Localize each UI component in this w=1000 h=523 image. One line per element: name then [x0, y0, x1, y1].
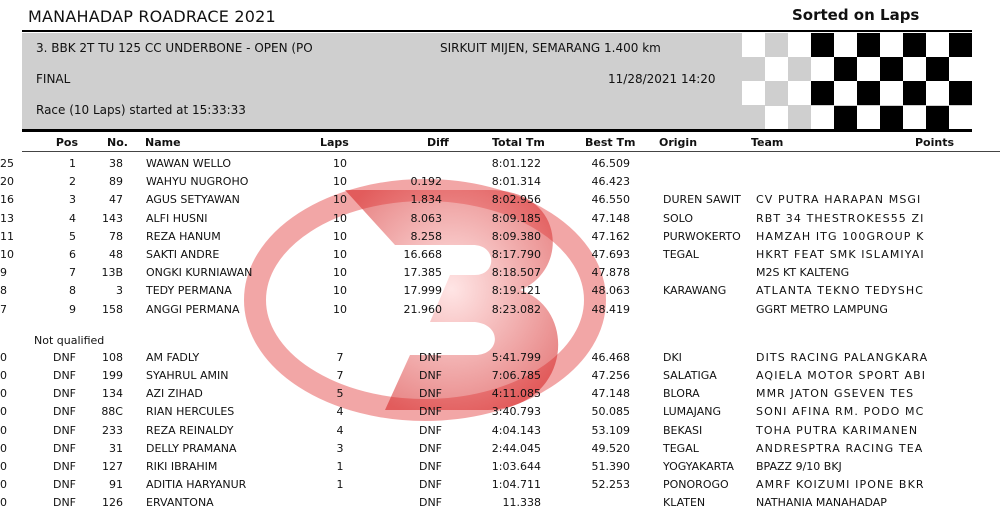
cell-best: 46.550	[591, 193, 630, 207]
cell-pos: 7	[69, 266, 76, 280]
cell-points: 13	[0, 211, 14, 225]
col-pos: Pos	[55, 136, 78, 149]
cell-best: 47.162	[591, 229, 630, 243]
cell-name: RIAN HERCULES	[146, 405, 235, 419]
classified-rows	[0, 155, 1000, 319]
cell-team: ANDRESPTRA RACING TEA	[756, 441, 924, 455]
checker-square	[857, 81, 880, 105]
cell-total: 8:18.507	[491, 266, 541, 280]
result-row	[0, 422, 1000, 440]
column-headers	[0, 136, 1000, 152]
cell-team: DITS RACING PALANGKARA	[756, 350, 929, 364]
checker-square	[949, 57, 972, 81]
cell-laps: 5	[336, 387, 344, 401]
cell-laps: 10	[333, 157, 347, 170]
class-name: 3. BBK 2T TU 125 CC UNDERBONE - OPEN (PO	[36, 41, 313, 55]
checker-square	[949, 33, 972, 57]
cell-name: ALFI HUSNI	[146, 211, 208, 225]
circuit-name: SIRKUIT MIJEN, SEMARANG 1.400 km	[440, 41, 661, 55]
cell-origin: SALATIGA	[663, 369, 717, 383]
col-name: Name	[145, 136, 181, 149]
checker-square	[765, 106, 788, 130]
checker-square	[811, 81, 834, 105]
cell-origin: KLATEN	[663, 496, 706, 510]
cell-name: RIKI IBRAHIM	[146, 460, 218, 473]
cell-diff: 0.192	[410, 175, 442, 189]
checker-square	[811, 106, 834, 130]
cell-team: SONI AFINA RM. PODO MC	[756, 405, 925, 419]
col-diff: Diff	[427, 136, 449, 149]
cell-best: 49.520	[591, 441, 630, 455]
checker-square	[880, 81, 903, 105]
cell-pos: DNF	[52, 387, 76, 401]
cell-best: 51.390	[591, 460, 630, 473]
cell-diff: DNF	[418, 350, 442, 364]
race-datetime: 11/28/2021 14:20	[608, 72, 716, 86]
checker-square	[880, 33, 903, 57]
cell-total: 8:01.122	[491, 157, 541, 170]
cell-team: AMRF KOIZUMI IPONE BKR	[756, 478, 925, 492]
cell-no: 108	[102, 350, 123, 364]
cell-pos: 9	[69, 302, 76, 316]
result-row	[0, 173, 1000, 191]
header-divider	[22, 129, 972, 132]
cell-total: 8:09.380	[491, 229, 541, 243]
cell-points: 7	[0, 302, 7, 316]
cell-points: 25	[0, 157, 14, 170]
cell-team: GGRT METRO LAMPUNG	[756, 302, 888, 316]
checker-square	[949, 81, 972, 105]
sort-label: Sorted on Laps	[792, 6, 920, 24]
cell-origin: BLORA	[663, 387, 700, 401]
result-row	[0, 228, 1000, 246]
cell-name: SAKTI ANDRE	[146, 247, 220, 261]
cell-total: 3:40.793	[491, 405, 541, 419]
cell-best: 46.509	[591, 157, 630, 170]
cell-no: 88C	[101, 405, 123, 419]
cell-total: 8:09.185	[491, 211, 541, 225]
col-team: Team	[751, 136, 784, 149]
cell-total: 4:04.143	[491, 423, 541, 437]
checker-square	[926, 106, 949, 130]
cell-diff: DNF	[418, 460, 442, 473]
cell-team: MMR JATON GSEVEN TES	[756, 387, 915, 401]
cell-origin: TEGAL	[663, 441, 699, 455]
cell-name: AM FADLY	[146, 350, 200, 364]
checker-square	[880, 57, 903, 81]
checker-square	[857, 106, 880, 130]
cell-name: AZI ZIHAD	[146, 387, 203, 401]
cell-pos: DNF	[52, 460, 76, 473]
cell-name: REZA HANUM	[146, 229, 221, 243]
cell-team: TOHA PUTRA KARIMANEN	[756, 423, 919, 437]
cell-name: DELLY PRAMANA	[146, 441, 237, 455]
checker-square	[765, 57, 788, 81]
cell-points: 8	[0, 284, 7, 298]
cell-name: WAHYU NUGROHO	[146, 175, 249, 189]
cell-total: 1:03.644	[491, 460, 541, 473]
checker-square	[903, 33, 926, 57]
checker-square	[834, 106, 857, 130]
not-qualified-heading	[0, 331, 1000, 349]
result-row	[0, 367, 1000, 385]
cell-origin: BEKASI	[663, 423, 703, 437]
checker-square	[834, 33, 857, 57]
cell-points: 0	[0, 478, 7, 492]
cell-no: 199	[102, 369, 123, 383]
cell-diff: DNF	[418, 387, 442, 401]
cell-diff: 8.063	[410, 211, 442, 225]
cell-origin: TEGAL	[663, 247, 699, 261]
cell-name: AGUS SETYAWAN	[146, 193, 240, 207]
cell-points: 0	[0, 423, 7, 437]
cell-total: 1:04.711	[491, 478, 541, 492]
cell-points: 0	[0, 350, 7, 364]
result-row	[0, 403, 1000, 421]
cell-laps: 10	[333, 266, 347, 280]
checker-square	[949, 106, 972, 130]
cell-team: CV PUTRA HARAPAN MSGI	[756, 193, 922, 207]
checker-square	[903, 57, 926, 81]
cell-pos: DNF	[52, 496, 76, 510]
result-row	[0, 476, 1000, 494]
cell-team: HAMZAH ITG 100GROUP K	[756, 229, 925, 243]
checker-square	[926, 33, 949, 57]
cell-diff: 17.999	[403, 284, 442, 298]
cell-best: 46.468	[591, 350, 630, 364]
cell-origin: SOLO	[663, 211, 694, 225]
cell-laps: 10	[333, 302, 347, 316]
cell-no: 233	[102, 423, 123, 437]
cell-laps: 1	[336, 460, 344, 473]
race-info: Race (10 Laps) started at 15:33:33	[36, 103, 246, 117]
cell-total: 7:06.785	[491, 369, 541, 383]
result-row	[0, 210, 1000, 228]
cell-laps: 10	[333, 193, 347, 207]
checker-square	[834, 81, 857, 105]
cell-team: ATLANTA TEKNO TEDYSHC	[756, 284, 924, 298]
cell-pos: DNF	[52, 441, 76, 455]
cell-laps: 1	[336, 478, 344, 492]
cell-name: REZA REINALDY	[146, 423, 234, 437]
checker-square	[880, 106, 903, 130]
checker-square	[926, 81, 949, 105]
checker-square	[788, 106, 811, 130]
cell-pos: 1	[69, 157, 76, 170]
cell-points: 0	[0, 460, 7, 473]
cell-pos: 3	[69, 193, 76, 207]
cell-pos: DNF	[52, 369, 76, 383]
cell-points: 9	[0, 266, 7, 280]
cell-best: 48.419	[591, 302, 630, 316]
checker-square	[834, 57, 857, 81]
cell-no: 3	[116, 284, 123, 298]
cell-pos: 2	[69, 175, 76, 189]
cell-points: 0	[0, 405, 7, 419]
cell-best: 47.148	[591, 387, 630, 401]
cell-best: 53.109	[591, 423, 630, 437]
cell-no: 143	[102, 211, 123, 225]
cell-diff: 21.960	[403, 302, 442, 316]
results-table	[0, 155, 1000, 513]
cell-diff: DNF	[418, 496, 442, 510]
checker-square	[926, 57, 949, 81]
cell-diff: DNF	[418, 441, 442, 455]
top-divider	[22, 30, 972, 32]
checker-square	[788, 57, 811, 81]
cell-no: 13B	[101, 266, 123, 280]
race-header	[22, 33, 972, 129]
cell-pos: 4	[69, 211, 76, 225]
cell-total: 8:02.956	[491, 193, 541, 207]
cell-laps: 10	[333, 284, 347, 298]
cell-no: 158	[102, 302, 123, 316]
cell-origin: KARAWANG	[663, 284, 727, 298]
cell-pos: DNF	[52, 350, 76, 364]
checker-square	[742, 33, 765, 57]
cell-no: 127	[102, 460, 123, 473]
cell-name: ONGKI KURNIAWAN	[146, 266, 253, 280]
result-row	[0, 155, 1000, 173]
cell-no: 78	[109, 229, 123, 243]
result-row	[0, 458, 1000, 476]
cell-no: 31	[109, 441, 123, 455]
cell-diff: DNF	[418, 405, 442, 419]
cell-points: 0	[0, 441, 7, 455]
cell-points: 20	[0, 175, 14, 189]
cell-origin: PURWOKERTO	[663, 229, 741, 243]
checker-square	[857, 57, 880, 81]
cell-diff: 8.258	[410, 229, 442, 243]
checker-square	[742, 57, 765, 81]
cell-laps: 10	[333, 229, 347, 243]
cell-no: 47	[109, 193, 123, 207]
cell-points: 0	[0, 496, 7, 510]
cell-points: 11	[0, 229, 14, 243]
checker-square	[811, 33, 834, 57]
checker-square	[903, 81, 926, 105]
cell-laps: 7	[336, 369, 344, 383]
col-origin: Origin	[659, 136, 698, 149]
cell-origin: YOGYAKARTA	[663, 460, 734, 473]
result-row	[0, 349, 1000, 367]
cell-no: 89	[109, 175, 123, 189]
cell-best: 48.063	[591, 284, 630, 298]
cell-pos: 6	[69, 247, 76, 261]
cell-best: 47.693	[591, 247, 630, 261]
checker-square	[742, 106, 765, 130]
cell-name: WAWAN WELLO	[146, 157, 232, 170]
cell-total: 11.338	[502, 496, 541, 510]
cell-diff: DNF	[418, 369, 442, 383]
cell-pos: DNF	[52, 405, 76, 419]
cell-laps: 10	[333, 211, 347, 225]
cell-best: 50.085	[591, 405, 630, 419]
cell-diff: 16.668	[403, 247, 442, 261]
cell-laps: 10	[333, 247, 347, 261]
cell-no: 48	[109, 247, 123, 261]
cell-name: SYAHRUL AMIN	[146, 369, 229, 383]
checker-square	[742, 81, 765, 105]
cell-diff: DNF	[418, 423, 442, 437]
cell-points: 0	[0, 387, 7, 401]
cell-total: 4:11.085	[491, 387, 541, 401]
cell-diff: 1.834	[410, 193, 442, 207]
cell-total: 8:01.314	[491, 175, 541, 189]
not-qualified-label: Not qualified	[34, 333, 105, 347]
cell-name: ANGGI PERMANA	[146, 302, 240, 316]
checker-square	[811, 57, 834, 81]
cell-total: 8:19.121	[491, 284, 541, 298]
cell-best: 52.253	[591, 478, 630, 492]
cell-pos: DNF	[52, 478, 76, 492]
cell-total: 5:41.799	[491, 350, 541, 364]
cell-total: 8:17.790	[491, 247, 541, 261]
result-row	[0, 264, 1000, 282]
cell-name: ADITIA HARYANUR	[146, 478, 247, 492]
cell-points: 16	[0, 193, 14, 207]
cell-no: 134	[102, 387, 123, 401]
cell-best: 47.148	[591, 211, 630, 225]
cell-no: 91	[109, 478, 123, 492]
cell-no: 126	[102, 496, 123, 510]
cell-pos: 5	[69, 229, 76, 243]
col-total: Total Tm	[492, 136, 545, 149]
cell-total: 2:44.045	[491, 441, 541, 455]
cell-origin: PONOROGO	[663, 478, 729, 492]
col-no: No.	[107, 136, 128, 149]
cell-no: 38	[109, 157, 123, 170]
cell-best: 47.878	[591, 266, 630, 280]
checker-square	[903, 106, 926, 130]
cell-laps: 7	[336, 350, 344, 364]
cell-team: RBT 34 THESTROKES55 ZI	[756, 211, 925, 225]
cell-points: 0	[0, 369, 7, 383]
cell-name: TEDY PERMANA	[146, 284, 232, 298]
cell-pos: DNF	[52, 423, 76, 437]
cell-pos: 8	[69, 284, 76, 298]
cell-total: 8:23.082	[491, 302, 541, 316]
checker-square	[765, 33, 788, 57]
session-name: FINAL	[36, 72, 71, 86]
cell-best: 47.256	[591, 369, 630, 383]
cell-diff: 17.385	[403, 266, 442, 280]
checker-square	[857, 33, 880, 57]
cell-laps: 10	[333, 175, 347, 189]
cell-laps: 3	[336, 441, 344, 455]
result-row	[0, 440, 1000, 458]
cell-team: AQIELA MOTOR SPORT ABI	[756, 369, 927, 383]
cell-origin: DUREN SAWIT	[663, 193, 741, 207]
cell-team: M2S KT KALTENG	[756, 266, 850, 280]
result-row	[0, 385, 1000, 403]
cell-team: NATHANIA MANAHADAP	[756, 496, 887, 510]
result-row	[0, 191, 1000, 209]
cell-best: 46.423	[591, 175, 630, 189]
result-row	[0, 301, 1000, 319]
cell-origin: DKI	[663, 350, 682, 364]
column-divider	[22, 151, 1000, 152]
checker-square	[788, 33, 811, 57]
checker-square	[765, 81, 788, 105]
event-title: MANAHADAP ROADRACE 2021	[28, 7, 276, 26]
cell-laps: 4	[336, 405, 344, 419]
cell-origin: LUMAJANG	[663, 405, 721, 419]
cell-diff: DNF	[418, 478, 442, 492]
checker-square	[788, 81, 811, 105]
cell-team: HKRT FEAT SMK ISLAMIYAI	[756, 247, 925, 261]
cell-team: BPAZZ 9/10 BKJ	[756, 460, 842, 473]
col-best: Best Tm	[585, 136, 636, 149]
result-row	[0, 246, 1000, 264]
col-laps: Laps	[320, 136, 349, 149]
not-qualified-rows	[0, 349, 1000, 513]
result-row	[0, 282, 1000, 300]
cell-points: 10	[0, 247, 14, 261]
result-row	[0, 494, 1000, 512]
cell-name: ERVANTONA	[146, 496, 214, 510]
cell-laps: 4	[336, 423, 344, 437]
col-points: Points	[914, 136, 954, 149]
